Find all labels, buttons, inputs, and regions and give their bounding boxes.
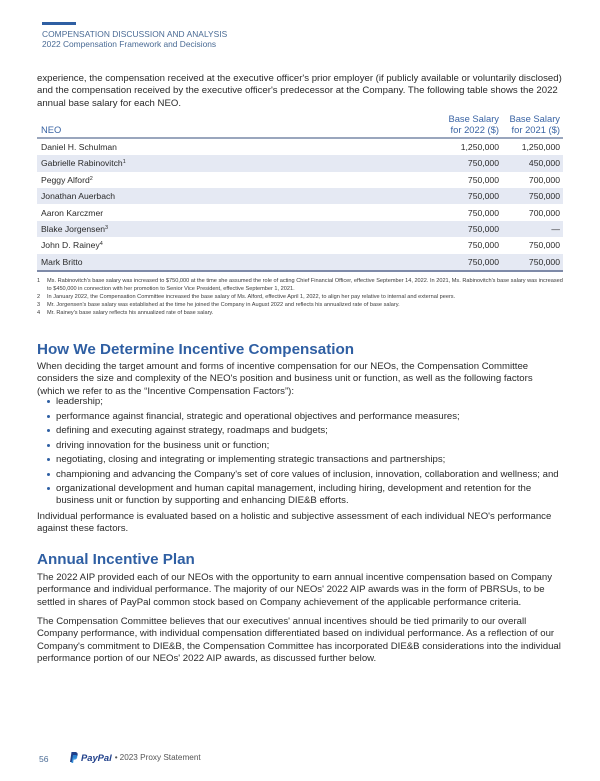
section-subtitle: 2022 Compensation Framework and Decisions bbox=[42, 39, 217, 49]
footnote-number: 1 bbox=[37, 278, 41, 284]
neo-name: Mark Britto bbox=[37, 254, 419, 271]
salary-2021: — bbox=[502, 221, 563, 237]
list-item: defining and executing against strategy, roadmaps and budgets; bbox=[47, 425, 563, 437]
table-row bbox=[37, 138, 563, 155]
bullet-icon bbox=[47, 458, 50, 461]
incentive-closing: Individual performance is evaluated based on a holistic and subjective assessment of each individual NEO's performance against these factors. bbox=[37, 511, 552, 535]
table-row bbox=[37, 254, 563, 271]
bullet-icon bbox=[47, 400, 50, 403]
neo-name: Jonathan Auerbach bbox=[37, 188, 419, 204]
footnote bbox=[37, 294, 563, 302]
salary-2022: 750,000 bbox=[419, 221, 502, 237]
incentive-factors-list bbox=[47, 396, 563, 510]
table-row bbox=[37, 188, 563, 204]
footnote-ref: 3 bbox=[105, 224, 109, 231]
heading-annual-incentive-plan: Annual Incentive Plan bbox=[37, 551, 195, 568]
column-header-neo: NEO bbox=[37, 113, 419, 138]
salary-2021: 450,000 bbox=[502, 155, 563, 171]
section-title: COMPENSATION DISCUSSION AND ANALYSIS bbox=[42, 29, 228, 39]
salary-2022: 1,250,000 bbox=[460, 142, 499, 152]
neo-name: Blake Jorgensen$^3$ bbox=[37, 221, 419, 237]
salary-2022: 750,000 bbox=[467, 207, 499, 218]
footnote-text: In January 2022, the Compensation Committee increased the base salary of Ms. Alford, effective April 1, 2022, to align her pay relative to internal and external peers. bbox=[47, 294, 456, 300]
salary-2022: 750,000 bbox=[419, 254, 502, 271]
column-header-2022-line2: for 2022 ($) bbox=[450, 124, 499, 136]
table-row bbox=[37, 204, 563, 220]
list-item: driving innovation for the business unit or function; bbox=[47, 440, 563, 452]
footer-separator: • bbox=[114, 753, 118, 762]
footnote-number: 4 bbox=[37, 310, 41, 316]
page-number: 56 bbox=[39, 754, 49, 764]
salary-2022: 750,000 bbox=[419, 155, 502, 171]
footer-brand bbox=[70, 752, 201, 763]
salary-2022: 750,000 bbox=[467, 174, 499, 185]
aip-paragraph-1: The 2022 AIP provided each of our NEOs with the opportunity to earn annual incentive compensation based on Company performance and individual performance. The majority of our NEOs' 2022 AIP awards was in the form of PBRSUs, to be settled in shares of PayPal common stock based on Company achievement of the applicable performance criteria. bbox=[37, 572, 553, 608]
salary-2021: 1,250,000 bbox=[521, 142, 560, 152]
salary-2021: 750,000 bbox=[502, 188, 563, 204]
base-salary-table bbox=[37, 113, 563, 272]
neo-name: Daniel H. Schulman bbox=[41, 142, 117, 152]
brand-name: PayPal bbox=[81, 752, 112, 763]
salary-2021: 750,000 bbox=[502, 254, 563, 271]
footnote bbox=[37, 310, 563, 318]
footnote-number: 3 bbox=[37, 302, 41, 308]
neo-name: John D. Rainey$^4$ bbox=[41, 240, 103, 251]
salary-2021: 700,000 bbox=[528, 207, 560, 218]
column-header-2021 bbox=[502, 113, 563, 138]
table-row bbox=[37, 155, 563, 171]
footnote-text: Ms. Rabinovitch's base salary was increased to $750,000 at the time she assumed the role of acting Chief Financial Officer, effective September 14, 2022. In 2021, Ms. Rabinovitch's base salary was increased to $450,000 in connection with her promotion to Senior Vice President, effective September 1, 2021. bbox=[47, 278, 563, 292]
document-name: 2023 Proxy Statement bbox=[119, 753, 201, 762]
table-row bbox=[37, 221, 563, 237]
list-item: leadership; bbox=[47, 396, 563, 408]
neo-name: Peggy Alford$^2$ bbox=[41, 174, 93, 185]
list-item: championing and advancing the Company's set of core values of inclusion, innovation, collaboration and wellness; and bbox=[47, 469, 563, 481]
footnote-number: 2 bbox=[37, 294, 41, 300]
intro-paragraph: experience, the compensation received at the executive officer's prior employer (if publicly available or voluntarily disclosed) and the compensation received by the executive officer's predecessor at the Company. The following table shows the 2022 annual base salary for each NEO. bbox=[37, 73, 562, 109]
list-item: performance against financial, strategic and operational objectives and performance measures; bbox=[47, 411, 563, 423]
table-header-row bbox=[37, 113, 563, 138]
column-header-2022 bbox=[419, 113, 502, 138]
bullet-icon bbox=[47, 487, 50, 490]
salary-2022: 750,000 bbox=[419, 188, 502, 204]
heading-incentive-compensation: How We Determine Incentive Compensation bbox=[37, 341, 355, 358]
incentive-intro: When deciding the target amount and forms of incentive compensation for our NEOs, the Compensation Committee considers the size and complexity of the NEO's position and business unit or function, as well as the following factors (which we refer to as the “Incentive Compensation Factors”): bbox=[37, 361, 533, 397]
list-item: organizational development and human capital management, including hiring, development and retention for the business unit or function by supporting and enhancing DIE&B efforts. bbox=[47, 483, 563, 508]
footnote-text: Mr. Jorgensen's base salary was established at the time he joined the Company in August 2022 and reflects his annualized rate of base salary. bbox=[47, 302, 400, 308]
bullet-icon bbox=[47, 473, 50, 476]
column-header-2021-line1: Base Salary bbox=[509, 113, 560, 124]
column-header-2022-line1: Base Salary bbox=[448, 113, 499, 124]
footnote bbox=[37, 278, 563, 293]
table-row bbox=[37, 172, 563, 188]
table-row bbox=[37, 237, 563, 253]
column-header-2021-line2: for 2021 ($) bbox=[511, 124, 560, 136]
salary-2022: 750,000 bbox=[467, 240, 499, 251]
neo-name: Aaron Karczmer bbox=[41, 207, 104, 218]
paypal-logo-icon bbox=[70, 752, 78, 763]
footnote-text: Mr. Rainey's base salary reflects his annualized rate of base salary. bbox=[47, 310, 214, 316]
footnote-ref: 4 bbox=[99, 241, 103, 248]
salary-2021: 700,000 bbox=[528, 174, 560, 185]
footnote-ref: 2 bbox=[89, 175, 93, 182]
section-accent-bar bbox=[42, 22, 76, 25]
bullet-icon bbox=[47, 444, 50, 447]
bullet-icon bbox=[47, 415, 50, 418]
neo-name: Gabrielle Rabinovitch$^1$ bbox=[37, 155, 419, 171]
footnote bbox=[37, 302, 563, 310]
bullet-icon bbox=[47, 429, 50, 432]
salary-2021: 750,000 bbox=[528, 240, 560, 251]
aip-paragraph-2: The Compensation Committee believes that our executives' annual incentives should be tied primarily to our overall Company performance, with individual compensation differentiated based on individual performance. As a reflection of our Company's commitment to DIE&B, the Compensation Committee has incorporated DIE&B considerations into the individual performance portion of our NEOs' 2022 AIP awards, as discussed further below. bbox=[37, 616, 561, 665]
footnote-ref: 1 bbox=[122, 159, 126, 166]
list-item: negotiating, closing and integrating or implementing strategic transactions and partnerships; bbox=[47, 454, 563, 466]
